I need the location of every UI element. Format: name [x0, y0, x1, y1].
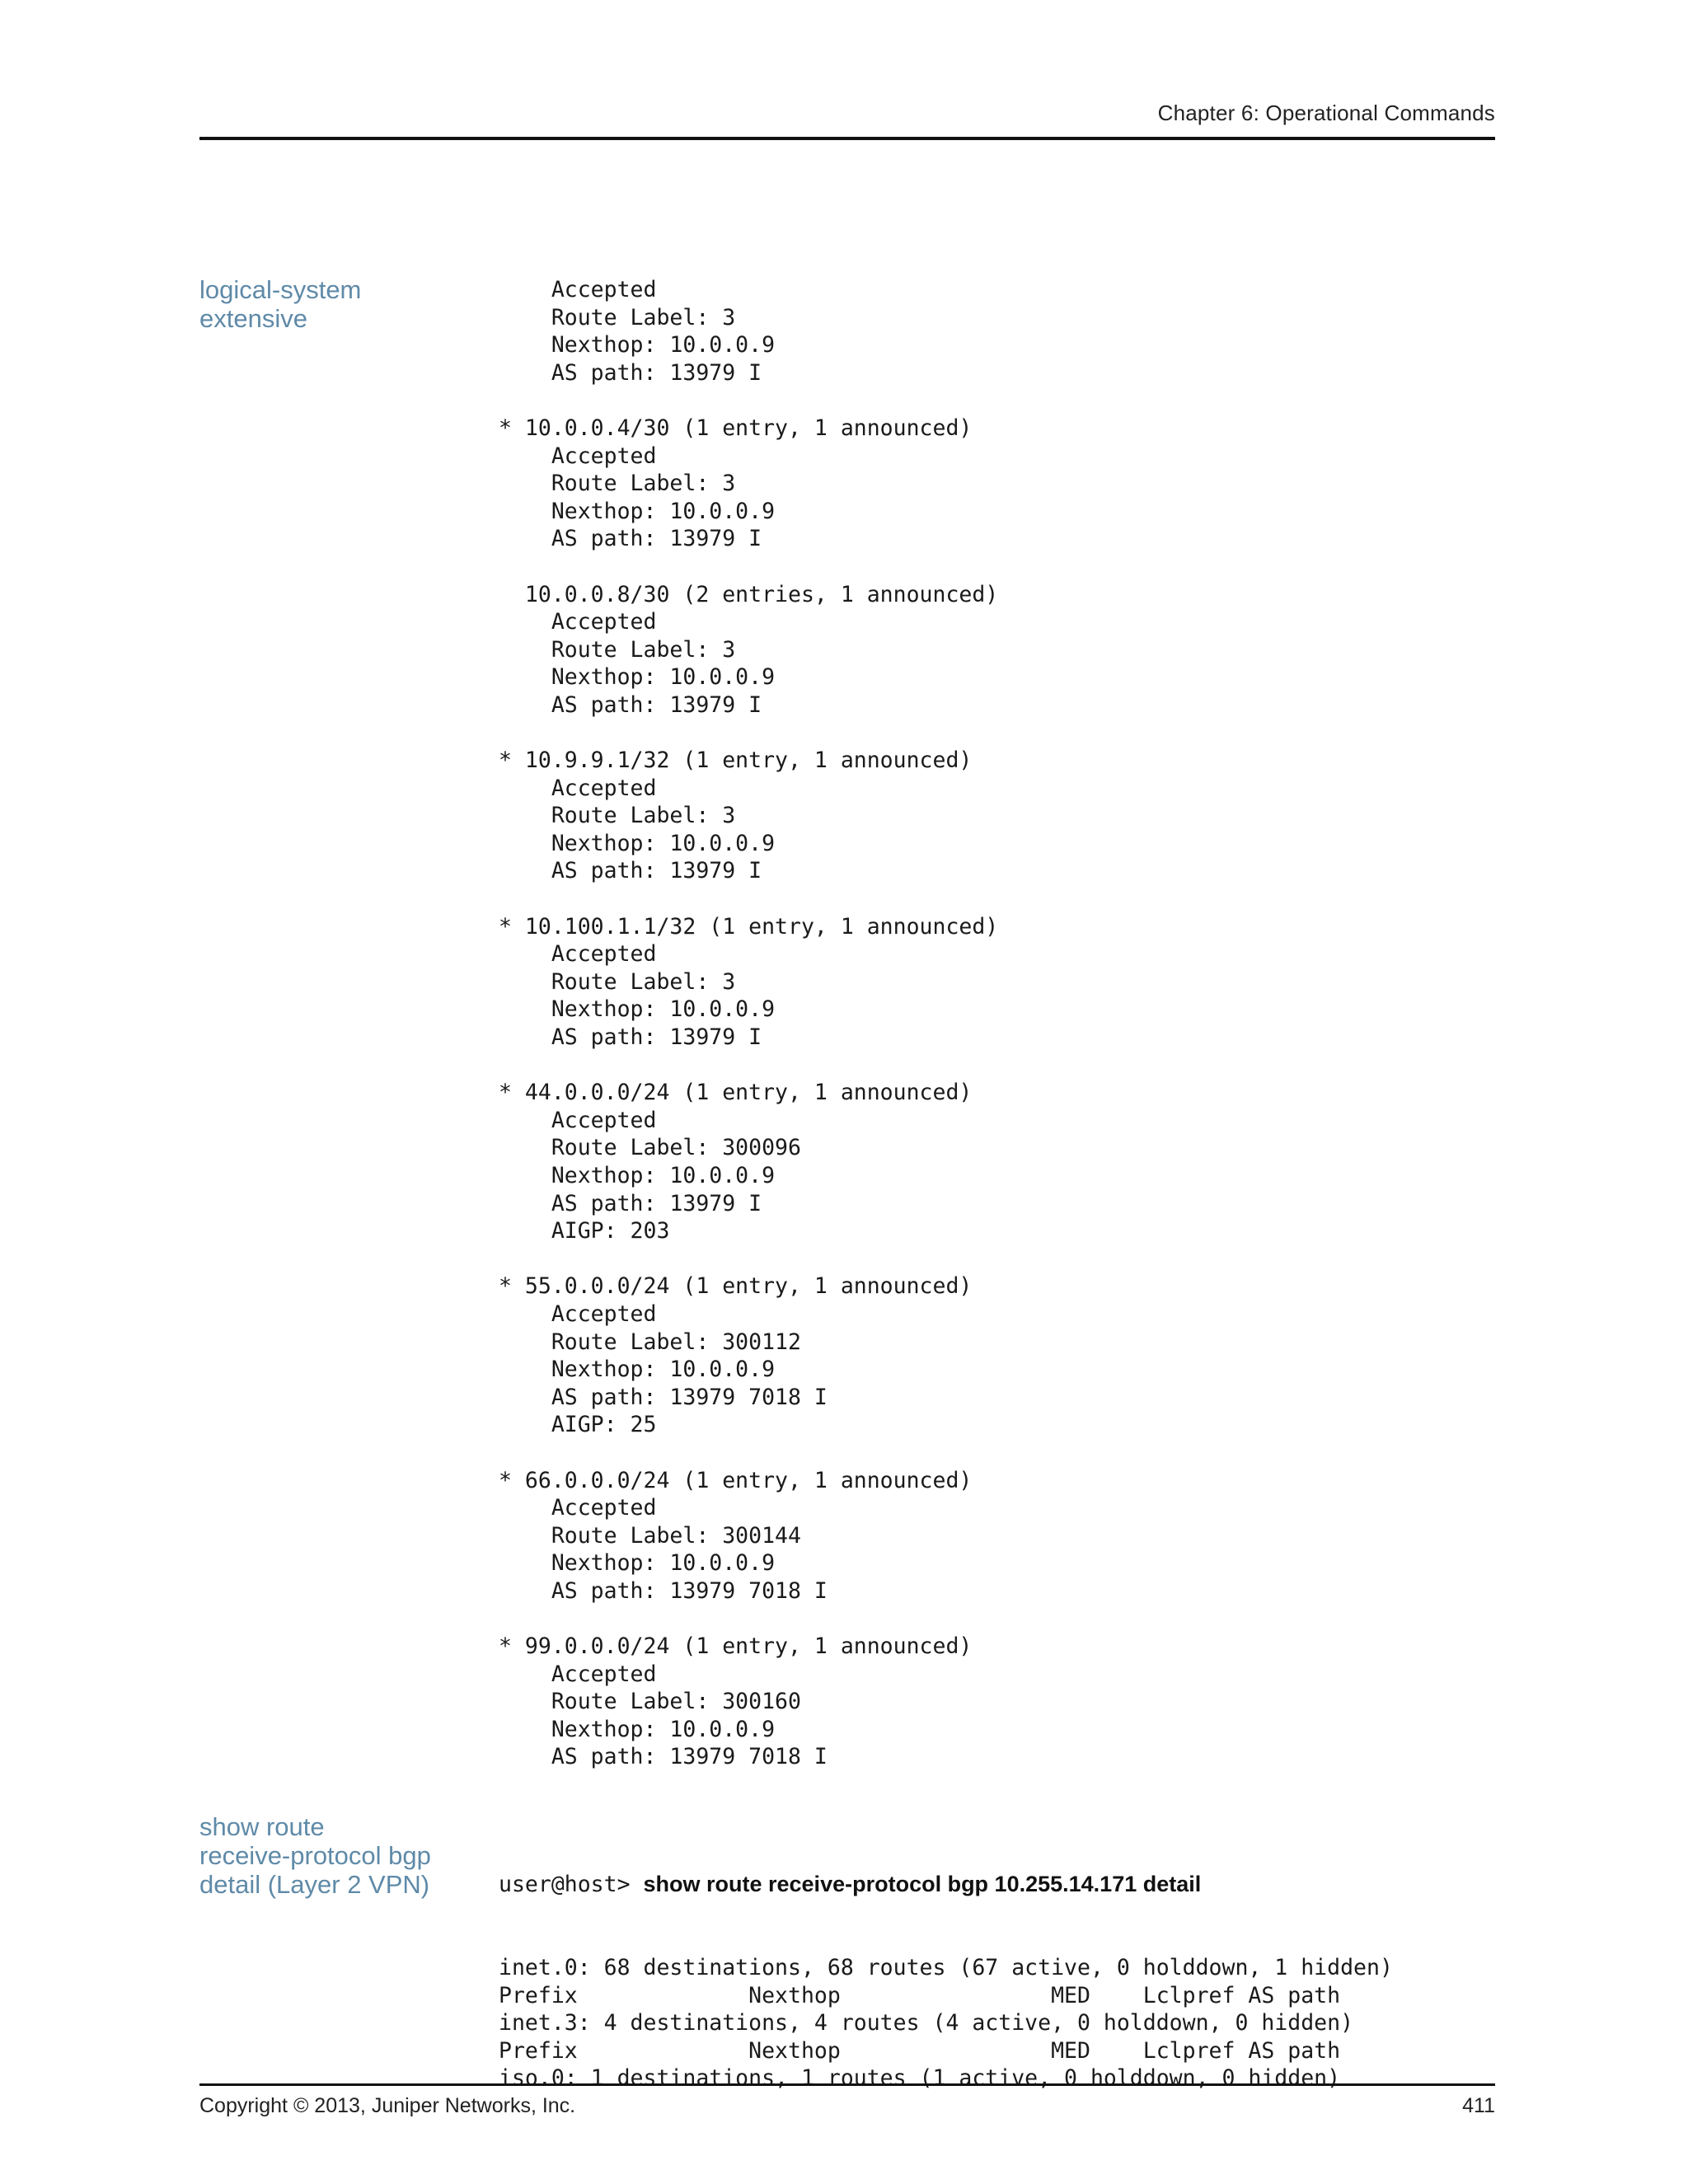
section-label-line: logical-system [199, 275, 362, 304]
section-label-line: show route [199, 1812, 325, 1841]
cli-command: show route receive-protocol bgp 10.255.14.171 detail [643, 1872, 1202, 1897]
page-header [199, 97, 1495, 140]
cli-prompt: user@host> [499, 1872, 644, 1898]
copyright-notice: Copyright © 2013, Juniper Networks, Inc. [199, 2094, 576, 2117]
section-label-line: receive-protocol bgp [199, 1841, 431, 1870]
chapter-title: Chapter 6: Operational Commands [1157, 101, 1495, 125]
command-example-block [499, 1816, 1488, 2121]
page-number: 411 [1462, 2094, 1495, 2117]
section-label-line: detail (Layer 2 VPN) [199, 1870, 430, 1899]
section-label-show-route-receive-protocol [199, 1812, 471, 1899]
command-line [499, 1871, 1488, 1899]
page-footer [199, 2083, 1495, 2119]
route-output-code-block: Accepted Route Label: 3 Nexthop: 10.0.0.9 AS path: 13979 I * 10.0.0.4/30 (1 entry, 1 announced) Accepted Route Label: 3 Nexthop: 10.0.0.9 AS path: 13979 I 10.0.0.8/30 (2 entries, 1 announced) Accepted Route Label: 3 Nexthop: 10.0.0.9 AS path: 13979 I * 10.9.9.1/32 (1 entry, 1 announced) Accepted Route Label: 3 Nexthop: 10.0.0.9 AS path: 13979 I * 10.100.1.1/32 (1 entry, 1 announced) Accepted Route Label: 3 Nexthop: 10.0.0.9 AS path: 13979 I * 44.0.0.0/24 (1 entry, 1 announced) Accepted Route Label: 300096 Nexthop: 10.0.0.9 AS path: 13979 I AIGP: 203 * 55.0.0.0/24 (1 entry, 1 announced) Accepted Route Label: 300112 Nexthop: 10.0.0.9 AS path: 13979 7018 I AIGP: 25 * 66.0.0.0/24 (1 entry, 1 announced) Accepted Route Label: 300144 Nexthop: 10.0.0.9 AS path: 13979 7018 I * 99.0.0.0/24 (1 entry, 1 announced) Accepted Route Label: 300160 Nexthop: 10.0.0.9 AS path: 13979 7018 I [499, 277, 999, 1770]
command-output: inet.0: 68 destinations, 68 routes (67 active, 0 holddown, 1 hidden) Prefix Nexthop MED Lclpref AS path inet.3: 4 destinations, 4 routes (4 active, 0 holddown, 0 hidden) Prefix Nexthop MED Lclpref AS path iso.0: 1 destinations, 1 routes (1 active, 0 holddown, 0 hidden) [499, 1954, 1393, 2092]
section-label-logical-system-extensive [199, 275, 471, 333]
section-label-line: extensive [199, 304, 307, 333]
